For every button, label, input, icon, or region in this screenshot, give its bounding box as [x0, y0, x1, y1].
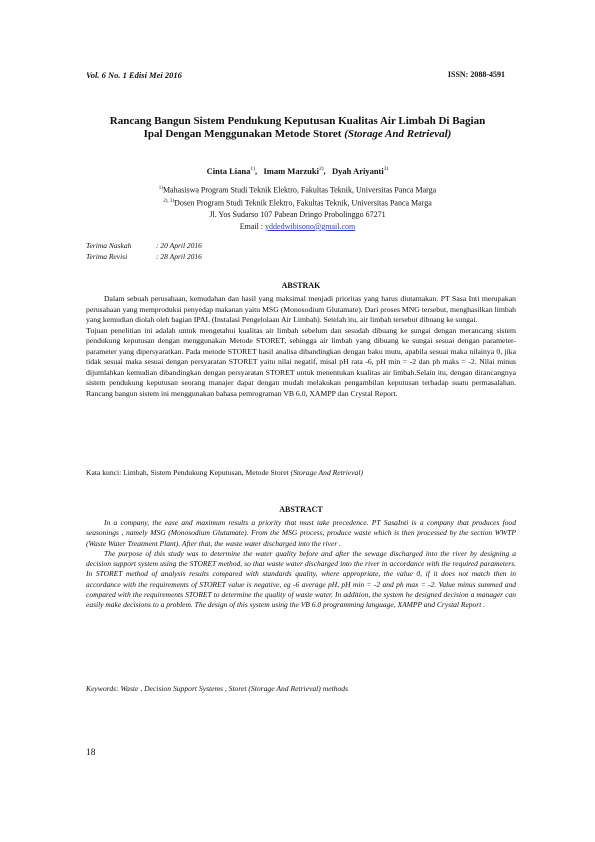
email-line: [80, 221, 515, 233]
abstract-paragraph: In a company, the ease and maximum results a priority that must take precedence. PT SasaInti is a company that produces food seasonings , namely MSG (Monosodium Glutamate). From the MSG process, produce waste which is then processed by the section WWTP (Waste Water Treatment Plant). After that, the waste water discharged into the river .: [86, 518, 516, 548]
manuscript-dates: [86, 241, 202, 262]
affiliation-text: Dosen Program Studi Teknik Elektro, Fakultas Teknik, Universitas Panca Marga: [174, 198, 432, 208]
affiliations: [80, 183, 515, 232]
journal-issn: ISSN: 2088-4591: [447, 70, 505, 79]
abstrak-paragraph: Tujuan penelitian ini adalah untuk mengetahui kualitas air limbah sebelum dan sesudah dibuang ke sungai dengan merancang sistem pendukung keputusan dengan menggunakan Metode STORET, sehingga air limbah yang dibuang ke sungai sesuai dengan parameter-parameter yang dipersyaratkan. Pada metode STORET hasil analisa dibandingkan dengan baku mutu, apabila sesuai maka nilainya 0, jika tidak sesuai maka sesuai dengan persyaratan STORET yaitu nilai negatif, misal pH rata -6, pH min = -2 dan ph maks = -2. Nilai minus dijumlahkan kemudian dibandingkan dengan persyaratan STORET untuk menentukan kualitas air limbah.Selain itu, dengan dirancangnya sistem pendukung keputusan seorang manajer dapat dengan mudah melakukan pengambilan keputusan terhadap suatu permasalahan. Rancang bangun sistem ini menggunakan bahasa pemrograman VB 6.0, XAMPP dan Crystal Report.: [86, 325, 516, 398]
author-mark: 2): [318, 166, 324, 173]
affiliation-1: [80, 183, 515, 196]
author-mark: 1): [250, 166, 255, 173]
email-label: Email :: [239, 221, 264, 231]
kata-kunci-italic: (Storage And Retrieval): [290, 468, 363, 477]
address: Jl. Yos Sudarso 107 Pabean Dringo Probolinggo 67271: [209, 210, 386, 220]
title-line-2-italic: (Storage And Retrieval): [344, 128, 452, 140]
journal-volume: Vol. 6 No. 1 Edisi Mei 2016: [86, 70, 182, 80]
affiliation-text: Mahasiswa Program Studi Teknik Elektro, Fakultas Teknik, Universitas Panca Marga: [162, 185, 437, 195]
abstrak-body: [86, 294, 516, 399]
author-name: Cinta Liana: [206, 166, 251, 176]
title-line-1: Rancang Bangun Sistem Pendukung Keputusan Kualitas Air Limbah Di Bagian: [109, 115, 486, 127]
author-name: Imam Marzuki: [263, 166, 319, 176]
paper-title: [80, 115, 515, 141]
revised-value: : 28 April 2016: [156, 251, 202, 261]
kata-kunci-text: Kata kunci: Limbah, Sistem Pendukung Keputusan, Metode Storet: [86, 468, 289, 477]
author-name: Dyah Ariyanti: [332, 166, 384, 176]
abstract-body: [86, 518, 516, 611]
author-mark: 3): [383, 166, 389, 173]
received-date: [86, 241, 202, 252]
revised-label: Terima Revisi: [86, 251, 128, 261]
title-line-2-text: Ipal Dengan Menggunakan Metode Storet: [143, 128, 342, 140]
abstract-paragraph: The purpose of this study was to determine the water quality before and after the sewage discharged into the river by designing a decision support system using the STORET method, so that waste water discharged into the river in accordance with the required parameters. In STORET method of analysis results compared with standards quality, where appropriate, the value 0, if it does not match then in accordance with the requirements of STORET value is negative, eg -6 average pH, pH min = -2 and ph max = -2. Value minus summed and compared with the requirements STORET to determine the quality of waste water. In addition, the system he designed decision a manager can easily make decisions to a problem. The design of this system using the VB 6.0 programming language, XAMPP and Crystal Report .: [86, 548, 516, 610]
revised-date: [86, 252, 202, 263]
keywords: Keywords: Waste , Decision Support Systems , Storet (Storage And Retrieval) methods: [86, 684, 349, 693]
abstrak-paragraph: Dalam sebuah perusahaan, kemudahan dan hasil yang maksimal menjadi prioritas yang harus diutamakan. PT Sasa Inti merupakan perusahaan yang memproduksi penyedap makanan yaitu MSG (Monosodium Glutamate). Dari proses MNG tersebut, menghasilkan limbah yang kemudian diolah oleh bagian IPAL (Instalasi Pengelolaan Air Limbah). Setelah itu, air limbah tersebut dibuang ke sungai.: [86, 294, 516, 324]
affiliation-2: [80, 196, 515, 209]
abstract-heading: ABSTRACT: [279, 505, 323, 514]
email-link[interactable]: yddedwibisono@gmail.com: [265, 221, 356, 231]
received-value: : 20 April 2016: [156, 241, 202, 250]
title-line-2: [80, 128, 515, 141]
affiliation-mark: 2), 3): [163, 199, 175, 205]
received-label: Terima Naskah: [86, 241, 132, 250]
abstrak-heading: ABSTRAK: [281, 281, 321, 290]
page-number: 18: [86, 748, 96, 758]
affiliation-mark: 1): [158, 186, 163, 191]
kata-kunci: [86, 468, 516, 477]
author-list: Cinta Liana$^{1)}$, Imam Marzuki$^{2)}$, Dyah Ariyanti$^{3)}$: [206, 166, 389, 176]
